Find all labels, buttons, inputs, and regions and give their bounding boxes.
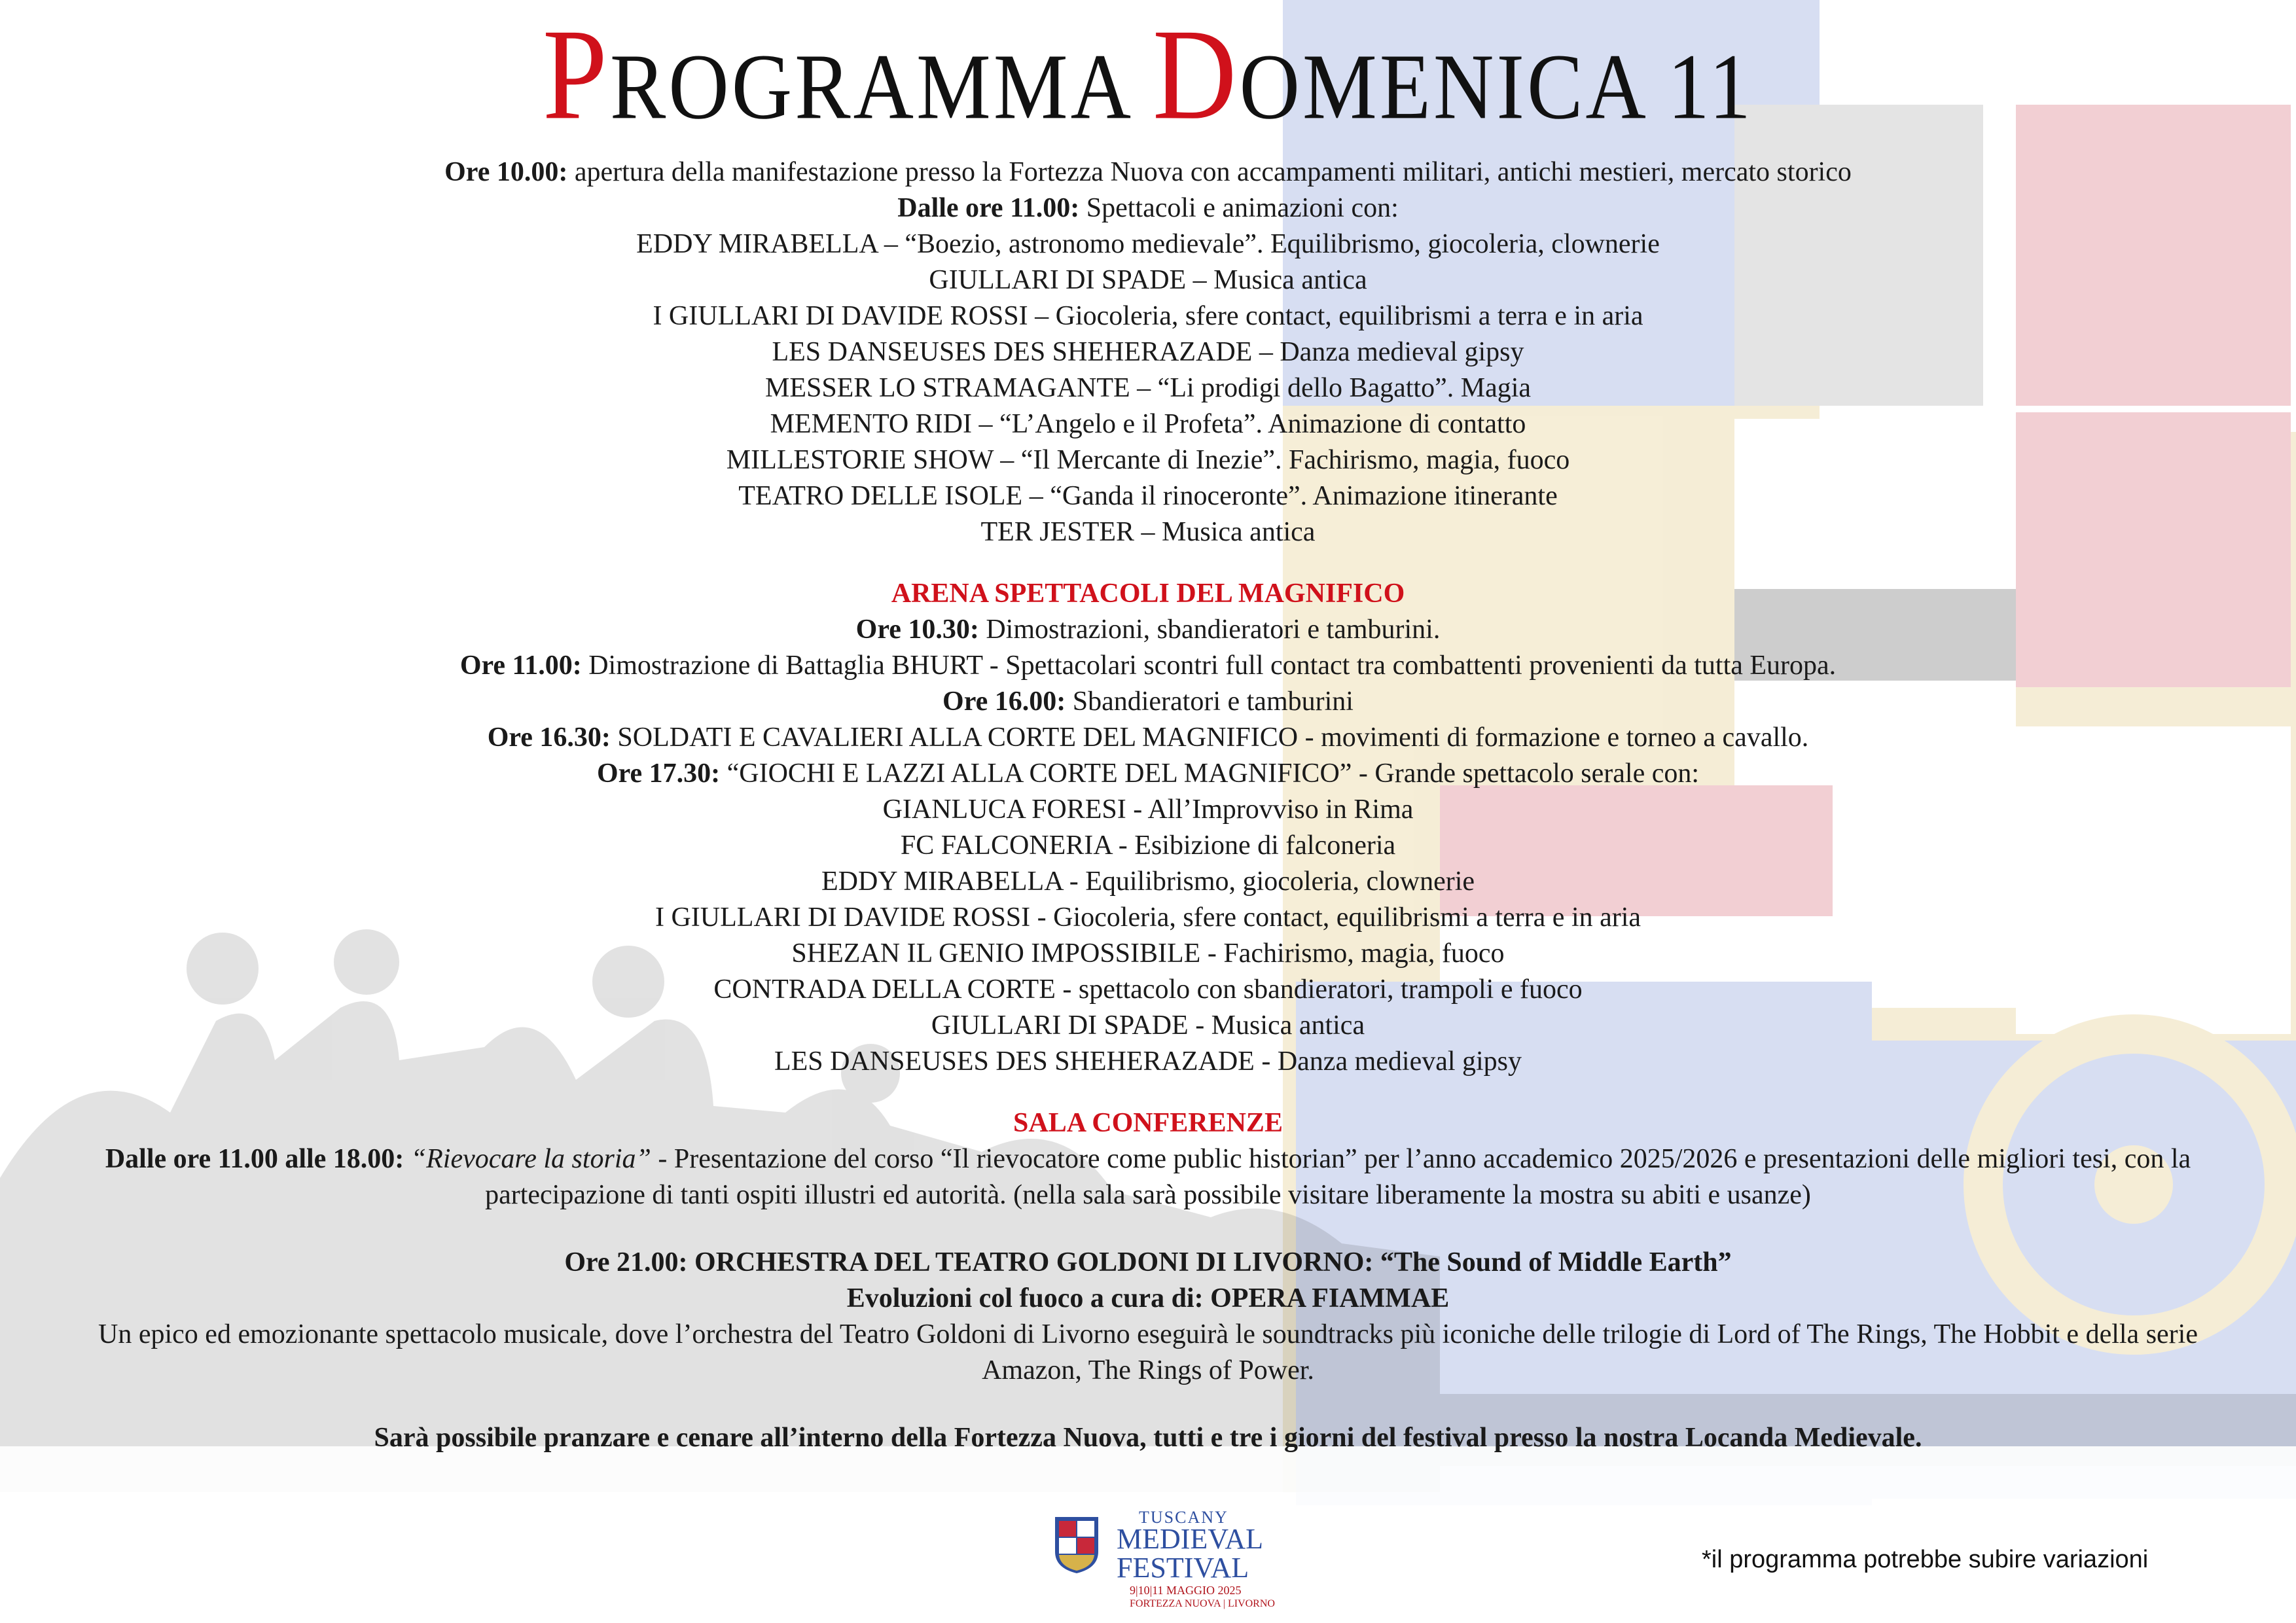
program-act: GIULLARI DI SPADE – Musica antica bbox=[929, 265, 1367, 295]
program-line-shows-intro: Dalle ore 11.00: Spettacoli e animazioni con: bbox=[897, 193, 1399, 223]
arena-act: GIULLARI DI SPADE - Musica antica bbox=[931, 1010, 1365, 1041]
logo-medieval: MEDIEVAL bbox=[1117, 1523, 1264, 1555]
footer-note: Sarà possibile pranzare e cenare all’interno della Fortezza Nuova, tutti e tre i giorni del festival presso la nostra Locanda Medievale. bbox=[374, 1423, 1922, 1453]
title-word-domenica: OMENICA 11 bbox=[1239, 34, 1754, 139]
arena-act: I GIULLARI DI DAVIDE ROSSI - Giocoleria, sfere contact, equilibrismi a terra e in aria bbox=[655, 902, 1641, 933]
evening-fire: Evoluzioni col fuoco a cura di: OPERA FIAMMAE bbox=[846, 1283, 1450, 1313]
program-act: MILLESTORIE SHOW – “Il Mercante di Inezie”. Fachirismo, magia, fuoco bbox=[726, 445, 1570, 475]
arena-act: CONTRADA DELLA CORTE - spettacolo con sbandieratori, trampoli e fuoco bbox=[713, 974, 1583, 1005]
arena-event: Ore 17.30: “GIOCHI E LAZZI ALLA CORTE DEL MAGNIFICO” - Grande spettacolo serale con: bbox=[596, 758, 1700, 789]
sala-heading: SALA CONFERENZE bbox=[1013, 1108, 1283, 1138]
logo-dates: 9|10|11 MAGGIO 2025 bbox=[1130, 1584, 1242, 1597]
arena-heading: ARENA SPETTACOLI DEL MAGNIFICO bbox=[891, 579, 1405, 609]
program-act: I GIULLARI DI DAVIDE ROSSI – Giocoleria, sfere contact, equilibrismi a terra e in aria bbox=[653, 301, 1643, 331]
program-act: TER JESTER – Musica antica bbox=[980, 517, 1316, 547]
sala-event: Dalle ore 11.00 alle 18.00: “Rievocare la storia” - Presentazione del corso “Il rievocatore come public historian” per l’anno accademico 2025/2026 e presentazioni delle migliori tesi, con la partecipazione di tanti ospiti illustri ed autorità. (nella sala sarà possibile visitare liberamente la mostra su abiti e usanze) bbox=[105, 1144, 2191, 1210]
page-title bbox=[0, 1, 2296, 149]
title-word-programma: ROGRAMMA bbox=[609, 34, 1153, 139]
program-act: LES DANSEUSES DES SHEHERAZADE – Danza medieval gipsy bbox=[772, 337, 1524, 367]
shield-icon bbox=[1054, 1516, 1100, 1575]
arena-act: FC FALCONERIA - Esibizione di falconeria bbox=[900, 830, 1396, 861]
arena-event: Ore 10.30: Dimostrazioni, sbandieratori e tamburini. bbox=[855, 615, 1441, 645]
arena-act: SHEZAN IL GENIO IMPOSSIBILE - Fachirismo, magia, fuoco bbox=[791, 938, 1505, 969]
title-initial-p: P bbox=[542, 1, 610, 147]
logo-place: FORTEZZA NUOVA | LIVORNO bbox=[1130, 1598, 1275, 1609]
disclaimer-note: *il programma potrebbe subire variazioni bbox=[1702, 1546, 2149, 1573]
arena-event: Ore 16.00: Sbandieratori e tamburini bbox=[942, 687, 1354, 717]
title-initial-d: D bbox=[1153, 1, 1240, 147]
arena-event: Ore 11.00: Dimostrazione di Battaglia BHURT - Spettacolari scontri full contact tra combattenti provenienti da tutta Europa. bbox=[459, 651, 1837, 681]
arena-event: Ore 16.30: SOLDATI E CAVALIERI ALLA CORTE DEL MAGNIFICO - movimenti di formazione e torneo a cavallo. bbox=[487, 722, 1809, 753]
program-act: MEMENTO RIDI – “L’Angelo e il Profeta”. Animazione di contatto bbox=[770, 409, 1526, 439]
program-body bbox=[52, 154, 2244, 1456]
arena-act: EDDY MIRABELLA - Equilibrismo, giocoleria, clownerie bbox=[821, 866, 1475, 897]
arena-act: LES DANSEUSES DES SHEHERAZADE - Danza medieval gipsy bbox=[774, 1046, 1522, 1077]
program-act: EDDY MIRABELLA – “Boezio, astronomo medievale”. Equilibrismo, giocoleria, clownerie bbox=[636, 229, 1660, 259]
program-act: MESSER LO STRAMAGANTE – “Li prodigi dello Bagatto”. Magia bbox=[764, 373, 1532, 403]
arena-act: GIANLUCA FORESI - All’Improvviso in Rima bbox=[882, 794, 1414, 825]
program-act: TEATRO DELLE ISOLE – “Ganda il rinoceronte”. Animazione itinerante bbox=[738, 481, 1558, 511]
logo-tuscany: TUSCANY bbox=[1139, 1508, 1229, 1527]
evening-concert: Ore 21.00: ORCHESTRA DEL TEATRO GOLDONI DI LIVORNO: “The Sound of Middle Earth” bbox=[564, 1247, 1732, 1277]
program-line-opening: Ore 10.00: apertura della manifestazione presso la Fortezza Nuova con accampamenti militari, antichi mestieri, mercato storico bbox=[444, 157, 1852, 187]
evening-description: Un epico ed emozionante spettacolo musicale, dove l’orchestra del Teatro Goldoni di Livorno eseguirà le soundtracks più iconiche delle trilogie di Lord of The Rings, The Hobbit e della serie Amazon, The Rings of Power. bbox=[98, 1319, 2198, 1385]
logo-festival: FESTIVAL bbox=[1117, 1552, 1249, 1584]
festival-logo bbox=[1054, 1508, 1275, 1619]
